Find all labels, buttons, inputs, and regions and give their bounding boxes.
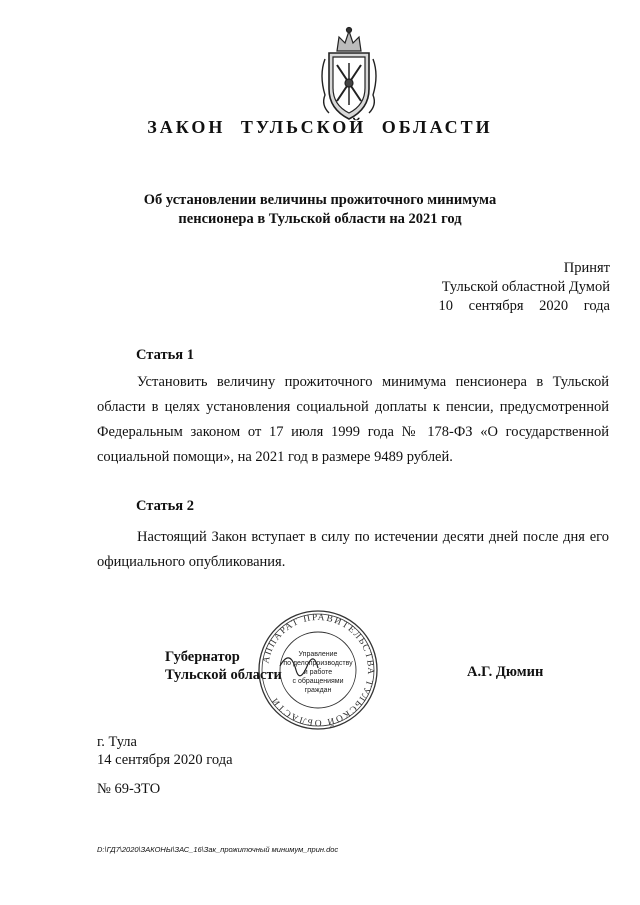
official-stamp-icon [256,608,380,732]
subtitle-line-1: Об установлении величины прожиточного минимума [143,192,497,208]
place: г. Тула [97,734,137,750]
acceptance-date: 10 сентября 2020 года [438,298,610,314]
law-title: ЗАКОН ТУЛЬСКОЙ ОБЛАСТИ [147,117,493,137]
stamp-line-5: граждан [304,687,332,694]
stamp-line-3: и работе [303,669,333,676]
stamp-line-2: по делопроизводству [283,660,353,667]
article-2-heading: Статья 2 [136,498,194,514]
stamp-ring-text: АППАРАТ ПРАВИТЕЛЬСТВА ТУЛЬСКОЙ ОБЛАСТИ [261,612,376,728]
acceptance-line-2: Тульской областной Думой [441,279,610,295]
acceptance-block [438,259,610,316]
law-subtitle [60,191,580,229]
law-number: № 69-ЗТО [97,781,161,797]
governor-name: А.Г. Дюмин [467,664,544,680]
article-1-body: Установить величину прожиточного минимума пенсионера в Тульской области в целях установления социальной доплаты к пенсии, предусмотренной Федеральным законом от 17 июля 1999 года № 178-ФЗ «О государственной социальной помощи», на 2021 год в размере 9489 рублей. [97,374,609,465]
article-2-text [97,525,609,575]
position-line-1: Губернатор [165,649,240,665]
stamp-line-4: с обращениями [292,678,344,685]
article-1-text [97,370,609,470]
stamp-line-1: Управление [298,651,338,658]
tula-coat-of-arms-icon [317,25,381,125]
article-1-heading: Статья 1 [136,347,194,363]
subtitle-line-2: пенсионера в Тульской области на 2021 год [178,211,462,227]
article-2-body: Настоящий Закон вступает в силу по истечении десяти дней после дня его официального опубликования. [97,529,609,570]
footer-file-path: D:\ГД7\2020\ЗАКОНЫ\ЗАС_16\Зак_прожиточный минимум_прин.doc [97,845,339,854]
place-date-block [97,733,233,769]
position-line-2: Тульской области [165,667,282,683]
signing-date: 14 сентября 2020 года [97,752,233,768]
acceptance-line-1: Принят [563,260,610,276]
